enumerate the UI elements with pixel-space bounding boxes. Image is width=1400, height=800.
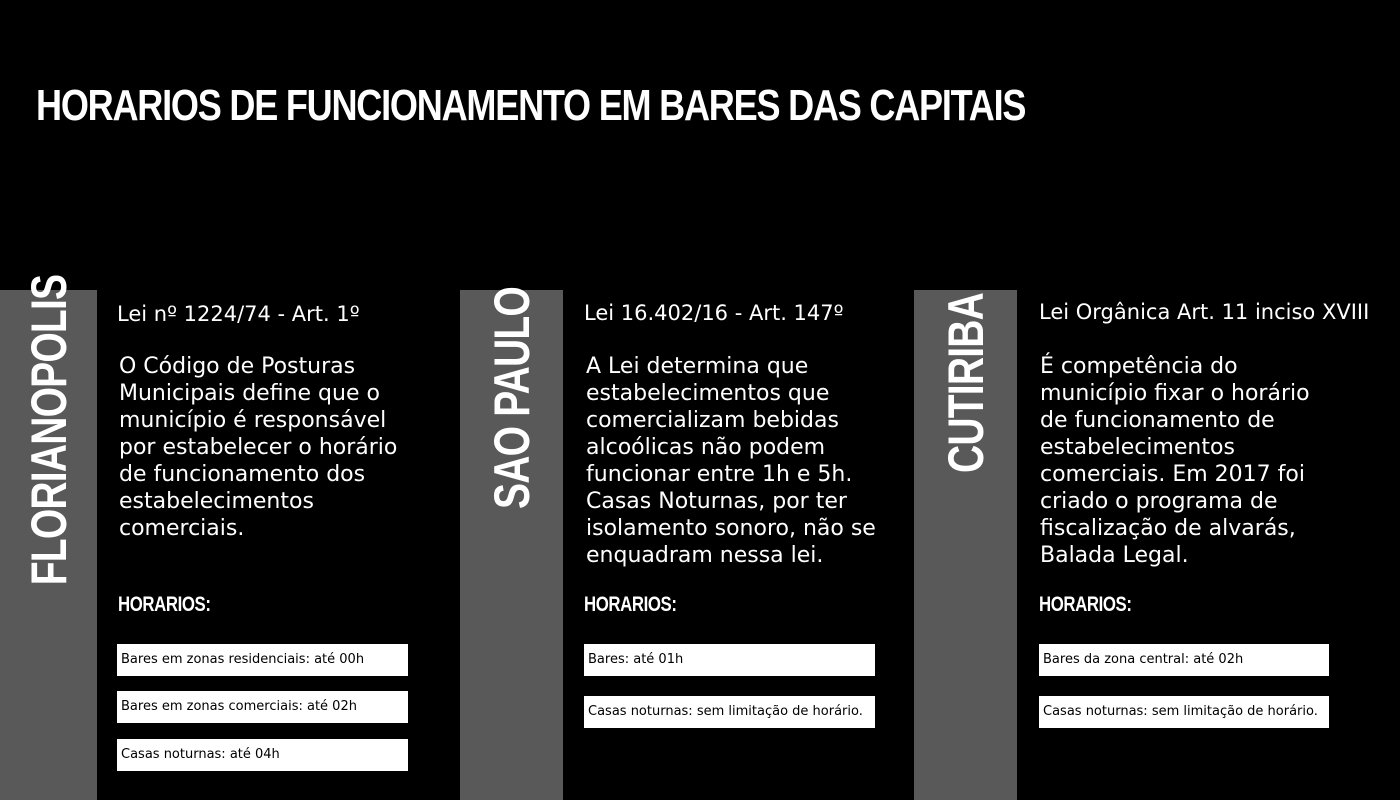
hour-item-florianopolis: Bares em zonas residenciais: até 00h bbox=[117, 644, 408, 676]
hours-label-cutiriba: HORARIOS: bbox=[1039, 593, 1132, 616]
city-band-sao-paulo bbox=[460, 287, 563, 800]
city-name-cutiriba: CUTIRIBA bbox=[937, 292, 994, 474]
hours-label-florianopolis: HORARIOS: bbox=[118, 593, 211, 616]
hour-item-sao-paulo: Bares: até 01h bbox=[584, 644, 875, 676]
hour-item-sao-paulo: Casas noturnas: sem limitação de horário. bbox=[584, 696, 875, 728]
city-band-cutiriba bbox=[914, 290, 1017, 800]
city-name-florianopolis: FLORIANOPOLIS bbox=[20, 274, 77, 586]
city-band-florianopolis bbox=[0, 274, 97, 800]
law-description-cutiriba: É competência do município fixar o horário de funcionamento de estabelecimentos comerciais. Em 2017 foi criado o programa de fiscalização de alvarás, Balada Legal. bbox=[1040, 354, 1310, 568]
page-title: HORARIOS DE FUNCIONAMENTO EM BARES DAS CAPITAIS bbox=[36, 81, 1026, 130]
law-description-sao-paulo: A Lei determina que estabelecimentos que comercializam bebidas alcoólicas não podem funcionar entre 1h e 5h. Casas Noturnas, por ter isolamento sonoro, não se enquadram nessa lei. bbox=[586, 354, 876, 568]
law-description-florianopolis: O Código de Posturas Municipais define que o município é responsável por estabelecer o horário de funcionamento dos estabelecimentos comerciais. bbox=[119, 354, 398, 541]
law-title-florianopolis: Lei nº 1224/74 - Art. 1º bbox=[117, 302, 360, 326]
hours-label-sao-paulo: HORARIOS: bbox=[584, 593, 677, 616]
city-name-sao-paulo: SAO PAULO bbox=[483, 287, 540, 509]
hour-item-florianopolis: Bares em zonas comerciais: até 02h bbox=[117, 691, 408, 723]
law-title-sao-paulo: Lei 16.402/16 - Art. 147º bbox=[584, 301, 844, 325]
hour-item-cutiriba: Bares da zona central: até 02h bbox=[1039, 644, 1329, 676]
hour-item-cutiriba: Casas noturnas: sem limitação de horário. bbox=[1039, 696, 1329, 728]
law-title-cutiriba: Lei Orgânica Art. 11 inciso XVIII bbox=[1039, 300, 1370, 324]
hour-item-florianopolis: Casas noturnas: até 04h bbox=[117, 739, 408, 771]
